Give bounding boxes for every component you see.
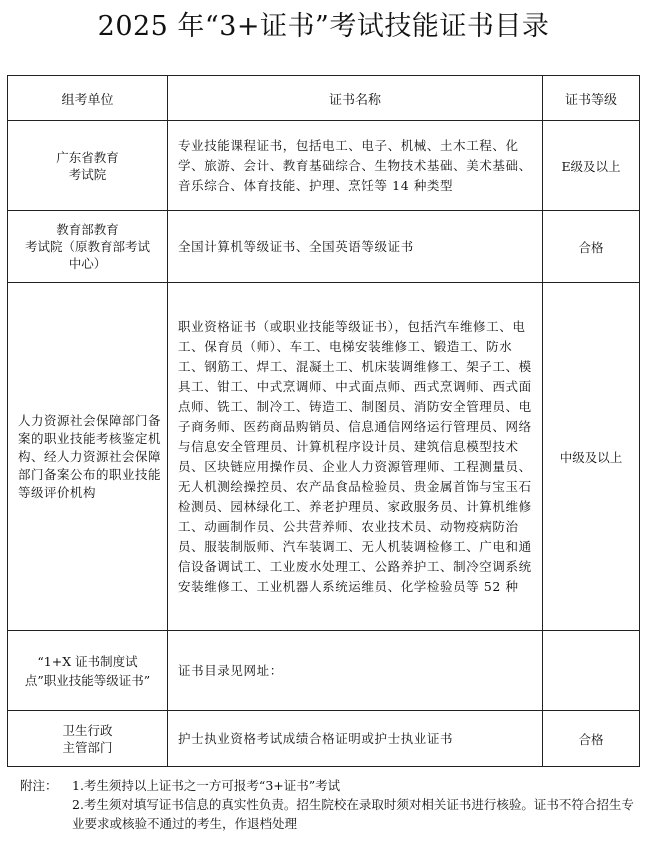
certificate-level-cell: 合格 xyxy=(543,711,640,767)
footnote-prefix: 附注： xyxy=(20,778,58,793)
organizer-line: 教育部教育 xyxy=(56,222,119,237)
table-header-row xyxy=(8,76,640,121)
certificate-level-cell: E级及以上 xyxy=(543,121,640,211)
page-title: 2025 年“3+证书”考试技能证书目录 xyxy=(97,11,550,42)
certificate-level-cell: 合格 xyxy=(543,211,640,283)
organizer-line: 考试院 xyxy=(68,166,107,182)
table-row xyxy=(8,211,640,283)
organizer-line: 中心） xyxy=(68,256,107,271)
certificate-level-cell: 中级及以上 xyxy=(543,283,640,631)
header-certificate-level: 证书等级 xyxy=(543,76,640,121)
header-certificate-name: 证书名称 xyxy=(168,76,543,121)
organizer-line: 主管部门 xyxy=(62,739,113,755)
footnote-text: 2.考生须对填写证书信息的真实性负责。招生院校在录取时须对相关证书进行核验。证书不符合招生专业要求或核验不通过的考生，作退档处理 xyxy=(72,797,634,831)
table-row xyxy=(8,631,640,711)
organizer-cell xyxy=(8,711,168,767)
organizer-cell: “1+X 证书制度试点”职业技能等级证书” xyxy=(8,631,168,711)
certificate-name-cell: 护士执业资格考试成绩合格证明或护士执业证书 xyxy=(168,711,543,767)
certificate-name-cell: 职业资格证书（或职业技能等级证书），包括汽车维修工、电工、保育员（师）、车工、电梯安装维修工、锻造工、防水工、钢筋工、焊工、混凝土工、机床装调维修工、架子工、模具工、钳工、中式烹调师、中式面点师、西式烹调师、西式面点师、铣工、制冷工、铸造工、制图员、消防安全管理员、电子商务师、医药商品购销员、信息通信网络运行管理员、网络与信息安全管理员、计算机程序设计员、建筑信息模型技术员、区块链应用操作员、企业人力资源管理师、工程测量员、无人机测绘操控员、农产品食品检验员、贵金属首饰与宝玉石检测员、园林绿化工、养老护理员、家政服务员、计算机维修工、动画制作员、公共营养师、农业技术员、动物疫病防治员、服装制版师、汽车装调工、无人机装调检修工、广电和通信设备调试工、工业废水处理工、公路养护工、制冷空调系统安装维修工、工业机器人系统运维员、化学检验员等 52 种 xyxy=(168,283,543,631)
organizer-line: 卫生行政 xyxy=(62,722,113,738)
organizer-line: 考试院（原教育部考试 xyxy=(24,239,150,254)
table-row xyxy=(8,121,640,211)
certificate-name-cell: 证书目录见网址： xyxy=(168,631,543,711)
table-row xyxy=(8,283,640,631)
footnote-item xyxy=(20,795,635,833)
table-row xyxy=(8,711,640,767)
footnote-text: 1.考生须持以上证书之一方可报考“3+证书”考试 xyxy=(72,778,341,793)
organizer-cell xyxy=(8,211,168,283)
certificate-table xyxy=(7,75,640,767)
footnotes xyxy=(20,776,635,833)
header-organizer: 组考单位 xyxy=(8,76,168,121)
organizer-cell: 人力资源社会保障部门备案的职业技能考核鉴定机构、经人力资源社会保障部门备案公布的职业技能等级评价机构 xyxy=(8,283,168,631)
certificate-level-cell xyxy=(543,631,640,711)
certificate-name-cell: 全国计算机等级证书、全国英语等级证书 xyxy=(168,211,543,283)
organizer-cell xyxy=(8,121,168,211)
footnote-item xyxy=(20,776,635,795)
organizer-line: 广东省教育 xyxy=(56,149,119,165)
certificate-name-cell: 专业技能课程证书，包括电工、电子、机械、土木工程、化学、旅游、会计、教育基础综合、生物技术基础、美术基础、音乐综合、体育技能、护理、烹饪等 14 种类型 xyxy=(168,121,543,211)
